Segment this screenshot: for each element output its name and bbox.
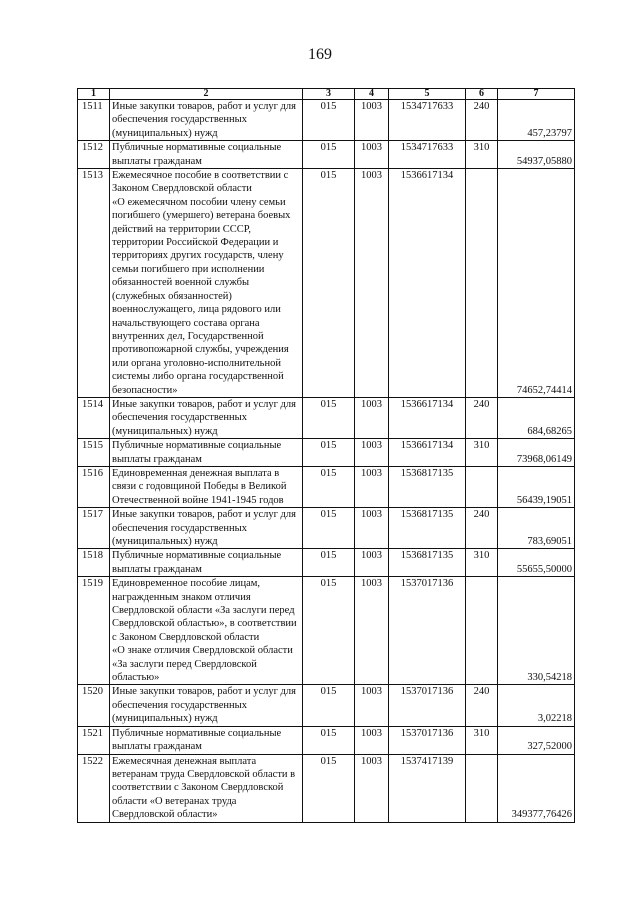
row-code-5: 1536817135 (389, 508, 466, 549)
row-code-3: 015 (303, 169, 355, 398)
table-row (78, 685, 575, 726)
budget-table (77, 88, 575, 823)
row-description: Единовременное пособие лицам, награжденным знаком отличия Свердловской области «За заслуги перед Свердловской областью», в соответствии с Законом Свердловской области «О знаке отличия Свердловской области «За заслуги перед Свердловской областью» (110, 577, 303, 685)
row-amount: 56439,19051 (498, 466, 575, 507)
row-description: Ежемесячное пособие в соответствии с Законом Свердловской области «О ежемесячном пособии члену семьи погибшего (умершего) ветерана боевых действий на территории СССР, территории Российской Федерации и территориях других государств, члену семьи погибшего при исполнении обязанностей военной службы (служебных обязанностей) военнослужащего, лица рядового или начальствующего состава органа внутренних дел, Государственной противопожарной службы, учреждения или органа уголовно-исполнительной системы либо органа государственной безопасности» (110, 169, 303, 398)
row-code-6: 240 (466, 397, 498, 438)
row-code-6 (466, 466, 498, 507)
row-code-5: 1536617134 (389, 397, 466, 438)
row-code-3: 015 (303, 549, 355, 577)
header-col-1: 1 (78, 89, 110, 100)
row-code-5: 1537017136 (389, 685, 466, 726)
table-row (78, 397, 575, 438)
row-code-4: 1003 (355, 141, 389, 169)
row-code-5: 1537017136 (389, 577, 466, 685)
row-amount: 684,68265 (498, 397, 575, 438)
row-code-3: 015 (303, 439, 355, 467)
row-description: Иные закупки товаров, работ и услуг для обеспечения государственных (муниципальных) нужд (110, 685, 303, 726)
table-row (78, 439, 575, 467)
row-description: Публичные нормативные социальные выплаты гражданам (110, 141, 303, 169)
row-number: 1518 (78, 549, 110, 577)
header-col-3: 3 (303, 89, 355, 100)
table-row (78, 726, 575, 754)
table-row (78, 754, 575, 822)
row-code-6 (466, 577, 498, 685)
row-code-3: 015 (303, 466, 355, 507)
header-col-2: 2 (110, 89, 303, 100)
row-number: 1522 (78, 754, 110, 822)
row-number: 1511 (78, 100, 110, 141)
row-number: 1515 (78, 439, 110, 467)
row-code-3: 015 (303, 754, 355, 822)
row-amount: 55655,50000 (498, 549, 575, 577)
row-description: Ежемесячная денежная выплата ветеранам труда Свердловской области в соответствии с Законом Свердловской области «О ветеранах труда Свердловской области» (110, 754, 303, 822)
row-code-4: 1003 (355, 549, 389, 577)
row-number: 1521 (78, 726, 110, 754)
row-amount: 783,69051 (498, 508, 575, 549)
row-description: Публичные нормативные социальные выплаты гражданам (110, 439, 303, 467)
row-code-3: 015 (303, 685, 355, 726)
row-code-6: 310 (466, 141, 498, 169)
row-code-3: 015 (303, 508, 355, 549)
row-code-6: 240 (466, 100, 498, 141)
table-row (78, 577, 575, 685)
row-amount: 457,23797 (498, 100, 575, 141)
row-code-6: 240 (466, 685, 498, 726)
row-amount: 54937,05880 (498, 141, 575, 169)
row-amount: 327,52000 (498, 726, 575, 754)
row-description: Иные закупки товаров, работ и услуг для обеспечения государственных (муниципальных) нужд (110, 508, 303, 549)
row-description: Иные закупки товаров, работ и услуг для обеспечения государственных (муниципальных) нужд (110, 100, 303, 141)
row-code-4: 1003 (355, 577, 389, 685)
row-number: 1519 (78, 577, 110, 685)
header-row (78, 89, 575, 100)
row-amount: 3,02218 (498, 685, 575, 726)
row-amount: 330,54218 (498, 577, 575, 685)
row-amount: 74652,74414 (498, 169, 575, 398)
table-row (78, 549, 575, 577)
row-code-6 (466, 754, 498, 822)
row-code-3: 015 (303, 141, 355, 169)
row-code-4: 1003 (355, 685, 389, 726)
row-code-4: 1003 (355, 754, 389, 822)
page-number: 169 (308, 46, 332, 63)
row-description: Публичные нормативные социальные выплаты гражданам (110, 549, 303, 577)
row-description: Иные закупки товаров, работ и услуг для обеспечения государственных (муниципальных) нужд (110, 397, 303, 438)
row-code-3: 015 (303, 726, 355, 754)
row-code-3: 015 (303, 100, 355, 141)
row-description: Единовременная денежная выплата в связи с годовщиной Победы в Великой Отечественной войне 1941-1945 годов (110, 466, 303, 507)
row-code-6: 310 (466, 439, 498, 467)
row-code-5: 1537417139 (389, 754, 466, 822)
table-row (78, 100, 575, 141)
row-number: 1512 (78, 141, 110, 169)
row-code-4: 1003 (355, 397, 389, 438)
row-code-5: 1536817135 (389, 549, 466, 577)
row-number: 1516 (78, 466, 110, 507)
row-code-4: 1003 (355, 169, 389, 398)
row-number: 1517 (78, 508, 110, 549)
row-code-5: 1537017136 (389, 726, 466, 754)
row-code-6: 310 (466, 726, 498, 754)
table-row (78, 141, 575, 169)
row-code-4: 1003 (355, 466, 389, 507)
row-number: 1513 (78, 169, 110, 398)
row-code-5: 1536817135 (389, 466, 466, 507)
row-code-6 (466, 169, 498, 398)
row-code-4: 1003 (355, 508, 389, 549)
row-code-4: 1003 (355, 100, 389, 141)
row-code-5: 1536617134 (389, 169, 466, 398)
row-amount: 349377,76426 (498, 754, 575, 822)
row-code-4: 1003 (355, 439, 389, 467)
header-col-7: 7 (498, 89, 575, 100)
row-code-5: 1534717633 (389, 141, 466, 169)
table-row (78, 508, 575, 549)
row-number: 1520 (78, 685, 110, 726)
row-code-5: 1536617134 (389, 439, 466, 467)
row-amount: 73968,06149 (498, 439, 575, 467)
table-row (78, 466, 575, 507)
header-col-4: 4 (355, 89, 389, 100)
row-code-5: 1534717633 (389, 100, 466, 141)
row-description: Публичные нормативные социальные выплаты гражданам (110, 726, 303, 754)
header-col-5: 5 (389, 89, 466, 100)
row-code-3: 015 (303, 577, 355, 685)
row-code-6: 310 (466, 549, 498, 577)
table-row (78, 169, 575, 398)
row-code-6: 240 (466, 508, 498, 549)
header-col-6: 6 (466, 89, 498, 100)
row-number: 1514 (78, 397, 110, 438)
row-code-3: 015 (303, 397, 355, 438)
row-code-4: 1003 (355, 726, 389, 754)
